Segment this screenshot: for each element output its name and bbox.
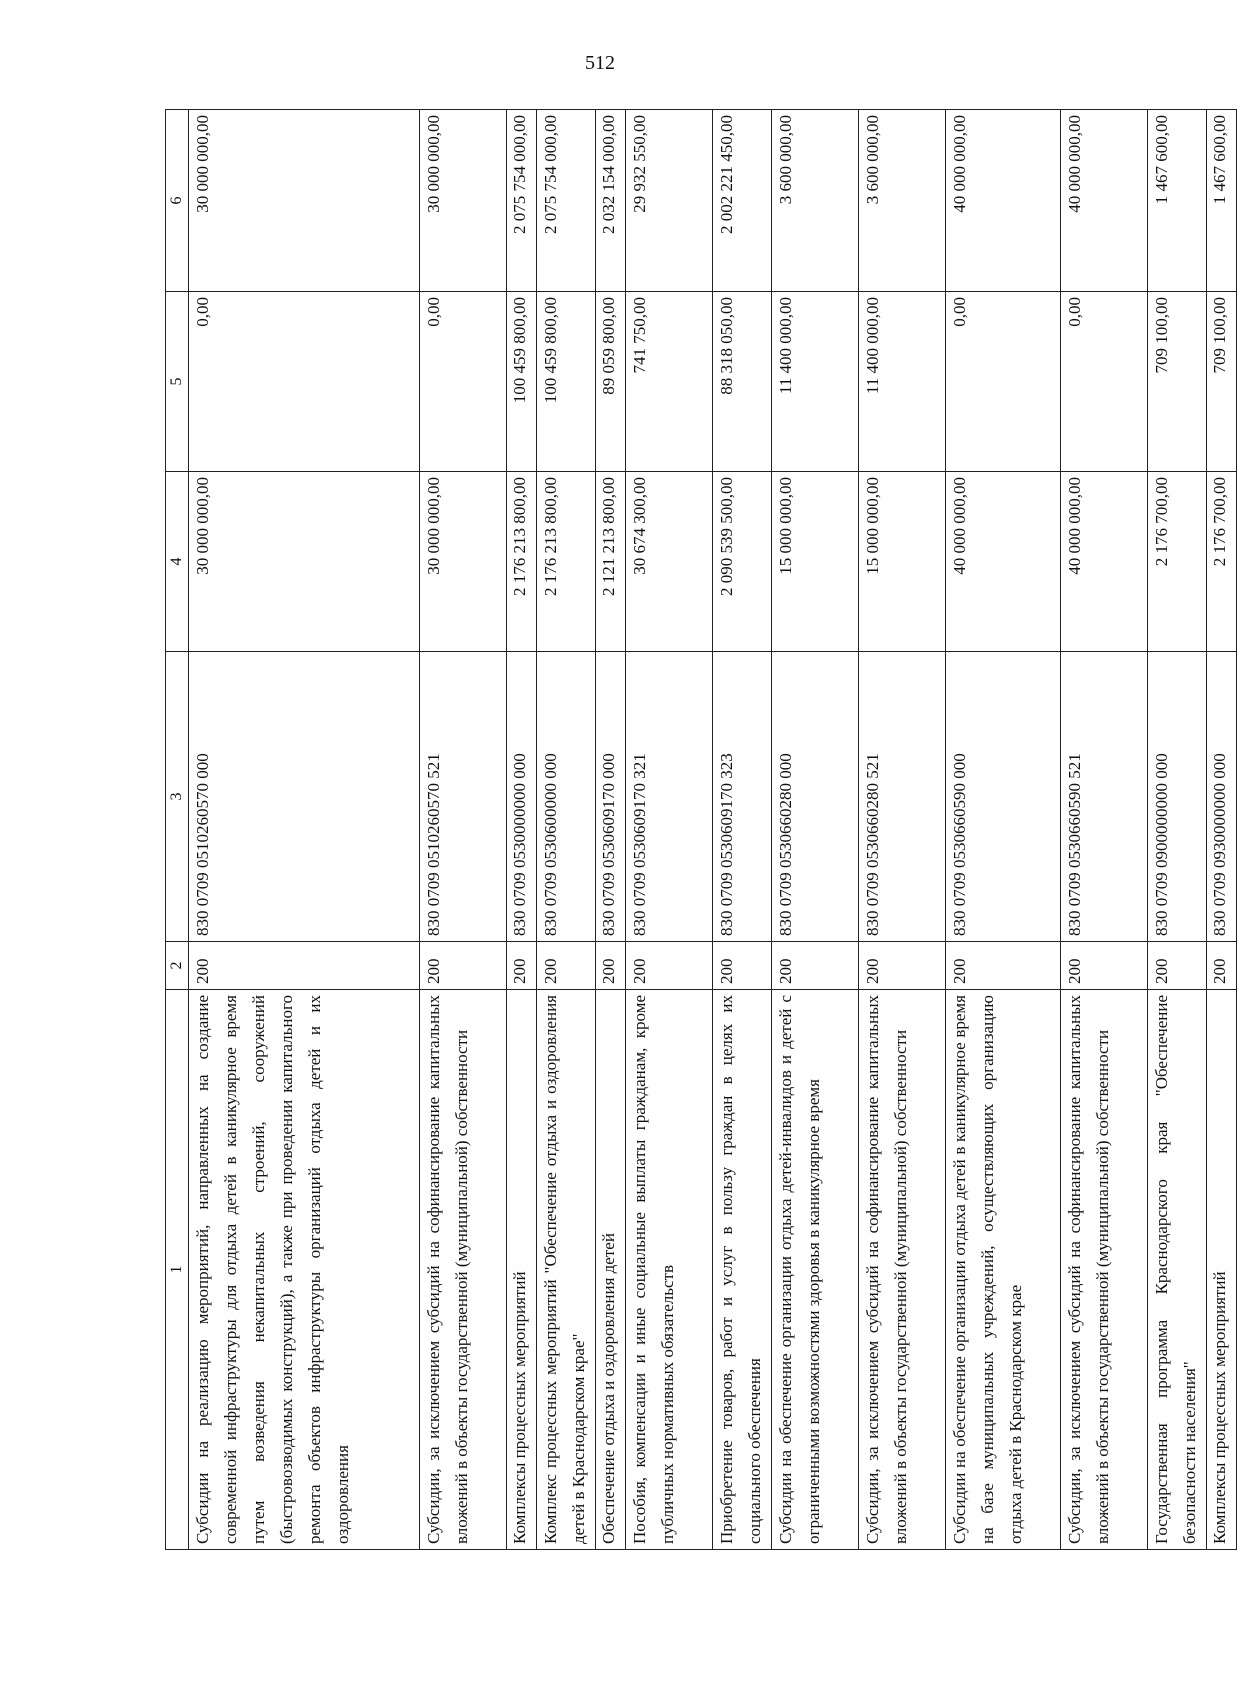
row-description: Обеспечение отдыха и оздоровления детей bbox=[596, 990, 626, 1550]
row-amount-col-5: 100 459 800,00 bbox=[507, 292, 537, 472]
table-body bbox=[189, 110, 1237, 1550]
row-amount-col-4: 2 176 700,00 bbox=[1148, 472, 1207, 652]
row-column-2: 200 bbox=[946, 942, 1061, 990]
row-amount-col-4: 30 000 000,00 bbox=[420, 472, 507, 652]
table-row bbox=[189, 110, 420, 1550]
table-row bbox=[946, 110, 1061, 1550]
row-amount-col-4: 30 000 000,00 bbox=[189, 472, 420, 652]
row-amount-col-4: 15 000 000,00 bbox=[859, 472, 946, 652]
row-amount-col-4: 2 090 539 500,00 bbox=[713, 472, 772, 652]
row-description: Субсидии на реализацию мероприятий, направленных на создание современной инфраструктуры для отдыха детей в каникулярное время путем возведения некапитальных строений, сооружений (быстровозводимых конструкций), а также при проведении капитального ремонта объектов инфраструктуры организаций отдыха детей и их оздоровления bbox=[189, 990, 420, 1550]
budget-table-container bbox=[165, 110, 1229, 1550]
table-row bbox=[1207, 110, 1237, 1550]
row-column-2: 200 bbox=[1148, 942, 1207, 990]
header-row bbox=[166, 110, 189, 1550]
row-column-2: 200 bbox=[537, 942, 596, 990]
row-amount-col-4: 40 000 000,00 bbox=[946, 472, 1061, 652]
row-budget-code: 830 0709 0530609170 000 bbox=[596, 652, 626, 942]
row-amount-col-4: 2 121 213 800,00 bbox=[596, 472, 626, 652]
table-row bbox=[626, 110, 713, 1550]
row-column-2: 200 bbox=[596, 942, 626, 990]
row-column-2: 200 bbox=[420, 942, 507, 990]
row-description: Субсидии, за исключением субсидий на софинансирование капитальных вложений в объекты государственной (муниципальной) собственности bbox=[420, 990, 507, 1550]
row-amount-col-5: 11 400 000,00 bbox=[859, 292, 946, 472]
row-budget-code: 830 0709 0510260570 521 bbox=[420, 652, 507, 942]
header-col-5: 5 bbox=[166, 292, 189, 472]
row-amount-col-6: 1 467 600,00 bbox=[1148, 110, 1207, 292]
row-description: Приобретение товаров, работ и услуг в пользу граждан в целях их социального обеспечения bbox=[713, 990, 772, 1550]
row-budget-code: 830 0709 0900000000 000 bbox=[1148, 652, 1207, 942]
row-budget-code: 830 0709 0530660280 000 bbox=[772, 652, 859, 942]
table-row bbox=[596, 110, 626, 1550]
table-row bbox=[507, 110, 537, 1550]
row-column-2: 200 bbox=[626, 942, 713, 990]
row-amount-col-5: 709 100,00 bbox=[1148, 292, 1207, 472]
row-amount-col-6: 2 002 221 450,00 bbox=[713, 110, 772, 292]
table-row bbox=[713, 110, 772, 1550]
row-amount-col-6: 2 032 154 000,00 bbox=[596, 110, 626, 292]
header-col-2: 2 bbox=[166, 942, 189, 990]
row-amount-col-6: 29 932 550,00 bbox=[626, 110, 713, 292]
row-amount-col-6: 2 075 754 000,00 bbox=[507, 110, 537, 292]
table-row bbox=[1148, 110, 1207, 1550]
row-amount-col-6: 1 467 600,00 bbox=[1207, 110, 1237, 292]
row-amount-col-5: 741 750,00 bbox=[626, 292, 713, 472]
row-description: Субсидии, за исключением субсидий на софинансирование капитальных вложений в объекты государственной (муниципальной) собственности bbox=[1061, 990, 1148, 1550]
row-budget-code: 830 0709 0530000000 000 bbox=[507, 652, 537, 942]
row-amount-col-5: 88 318 050,00 bbox=[713, 292, 772, 472]
row-amount-col-6: 3 600 000,00 bbox=[859, 110, 946, 292]
table-row bbox=[420, 110, 507, 1550]
row-budget-code: 830 0709 0530600000 000 bbox=[537, 652, 596, 942]
row-amount-col-6: 30 000 000,00 bbox=[189, 110, 420, 292]
row-description: Комплексы процессных мероприятий bbox=[1207, 990, 1237, 1550]
row-budget-code: 830 0709 0930000000 000 bbox=[1207, 652, 1237, 942]
row-budget-code: 830 0709 0530660590 000 bbox=[946, 652, 1061, 942]
row-amount-col-4: 2 176 213 800,00 bbox=[507, 472, 537, 652]
row-amount-col-4: 2 176 213 800,00 bbox=[537, 472, 596, 652]
table-row bbox=[1061, 110, 1148, 1550]
row-amount-col-5: 0,00 bbox=[189, 292, 420, 472]
row-budget-code: 830 0709 0530660590 521 bbox=[1061, 652, 1148, 942]
row-amount-col-5: 11 400 000,00 bbox=[772, 292, 859, 472]
rotated-table-frame bbox=[165, 110, 1229, 1550]
row-column-2: 200 bbox=[1207, 942, 1237, 990]
row-amount-col-5: 0,00 bbox=[946, 292, 1061, 472]
row-amount-col-6: 3 600 000,00 bbox=[772, 110, 859, 292]
row-description: Субсидии, за исключением субсидий на софинансирование капитальных вложений в объекты государственной (муниципальной) собственности bbox=[859, 990, 946, 1550]
row-amount-col-4: 2 176 700,00 bbox=[1207, 472, 1237, 652]
row-amount-col-5: 100 459 800,00 bbox=[537, 292, 596, 472]
row-column-2: 200 bbox=[1061, 942, 1148, 990]
row-amount-col-6: 40 000 000,00 bbox=[1061, 110, 1148, 292]
row-amount-col-5: 0,00 bbox=[1061, 292, 1148, 472]
header-col-1: 1 bbox=[166, 990, 189, 1550]
row-column-2: 200 bbox=[772, 942, 859, 990]
row-amount-col-5: 0,00 bbox=[420, 292, 507, 472]
row-description: Комплексы процессных мероприятий bbox=[507, 990, 537, 1550]
row-budget-code: 830 0709 0530609170 321 bbox=[626, 652, 713, 942]
row-budget-code: 830 0709 0510260570 000 bbox=[189, 652, 420, 942]
row-description: Пособия, компенсации и иные социальные выплаты гражданам, кроме публичных нормативных обязательств bbox=[626, 990, 713, 1550]
row-amount-col-6: 30 000 000,00 bbox=[420, 110, 507, 292]
page-number: 512 bbox=[585, 52, 615, 74]
row-column-2: 200 bbox=[189, 942, 420, 990]
row-amount-col-4: 15 000 000,00 bbox=[772, 472, 859, 652]
row-description: Субсидии на обеспечение организации отдыха детей в каникулярное время на базе муниципальных учреждений, осуществляющих организацию отдыха детей в Краснодарском крае bbox=[946, 990, 1061, 1550]
row-amount-col-5: 89 059 800,00 bbox=[596, 292, 626, 472]
row-amount-col-5: 709 100,00 bbox=[1207, 292, 1237, 472]
row-column-2: 200 bbox=[507, 942, 537, 990]
row-column-2: 200 bbox=[859, 942, 946, 990]
row-budget-code: 830 0709 0530660280 521 bbox=[859, 652, 946, 942]
header-col-4: 4 bbox=[166, 472, 189, 652]
table-row bbox=[859, 110, 946, 1550]
table-row bbox=[537, 110, 596, 1550]
header-col-3: 3 bbox=[166, 652, 189, 942]
table-row bbox=[772, 110, 859, 1550]
budget-table bbox=[165, 109, 1237, 1550]
row-amount-col-4: 30 674 300,00 bbox=[626, 472, 713, 652]
header-col-6: 6 bbox=[166, 110, 189, 292]
row-amount-col-6: 2 075 754 000,00 bbox=[537, 110, 596, 292]
row-description: Государственная программа Краснодарского края "Обеспечение безопасности населения" bbox=[1148, 990, 1207, 1550]
row-budget-code: 830 0709 0530609170 323 bbox=[713, 652, 772, 942]
row-description: Субсидии на обеспечение организации отдыха детей-инвалидов и детей с ограниченными возможностями здоровья в каникулярное время bbox=[772, 990, 859, 1550]
row-column-2: 200 bbox=[713, 942, 772, 990]
row-description: Комплекс процессных мероприятий "Обеспечение отдыха и оздоровления детей в Краснодарском крае" bbox=[537, 990, 596, 1550]
row-amount-col-6: 40 000 000,00 bbox=[946, 110, 1061, 292]
row-amount-col-4: 40 000 000,00 bbox=[1061, 472, 1148, 652]
